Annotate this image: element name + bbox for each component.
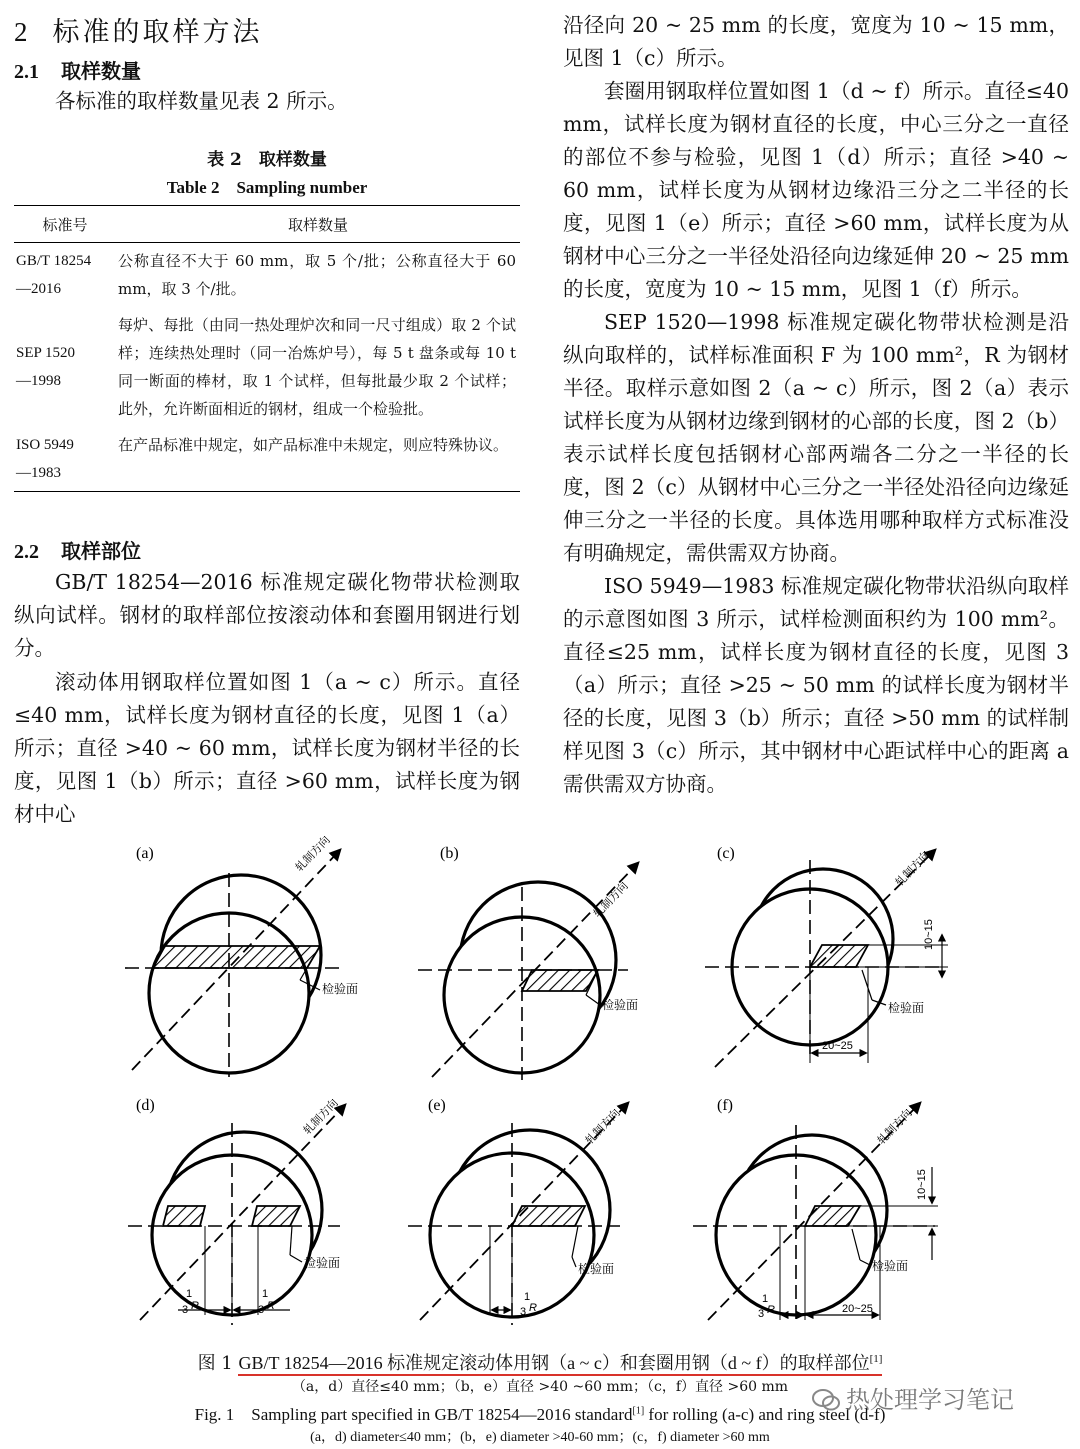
caption-main-cn	[238, 1353, 882, 1376]
width-dimension-label: 10~15	[916, 1169, 928, 1200]
third-r-num: 1	[524, 1291, 531, 1303]
caption-main-text: GB/T 18254—2016 标准规定滚动体用钢（a ~ c）和套圈用钢（d ~ f）的取样部位	[238, 1353, 870, 1373]
subsection-title: 取样部位	[61, 539, 141, 563]
figure-1-diagram	[0, 815, 1080, 1355]
header-standard: 标准号	[42, 215, 88, 234]
right-paragraph-1: 沿径向 20 ~ 25 mm 的长度，宽度为 10 ~ 15 mm，见图 1（c）所示。	[563, 13, 1069, 70]
figure-caption-cn	[0, 1349, 1080, 1375]
standard-cell	[14, 243, 116, 308]
length-dimension-label: 20~25	[822, 1040, 853, 1052]
standard-year: —1983	[16, 465, 61, 481]
panel-label-d: (d)	[136, 1097, 155, 1114]
sub1-paragraph: 各标准的取样数量见表 2 所示。	[55, 89, 348, 113]
sampling-cell: 在产品标准中规定，如产品标准中未规定，则应特殊协议。	[118, 436, 509, 454]
panel-label-e: (e)	[428, 1097, 446, 1114]
sampling-cell: 公称直径不大于 60 mm，取 5 个/批；公称直径大于 60 mm，取 3 个/批。	[118, 252, 516, 298]
third-r-symbol: R	[767, 1304, 775, 1316]
panel-a	[125, 833, 358, 1077]
table-header-row	[14, 206, 520, 243]
inspect-label: 检验面	[304, 1256, 341, 1270]
standard-code: ISO 5949	[16, 437, 74, 453]
figure-caption-en-sub: (a，d) diameter≤40 mm；(b，e) diameter >40-60 mm；(c，f) diameter >60 mm	[310, 1430, 770, 1445]
panel-d	[128, 1096, 345, 1325]
third-r-den: 3	[258, 1304, 265, 1316]
right-paragraph-2: 套圈用钢取样位置如图 1（d ~ f）所示。直径≤40 mm，试样长度为钢材直径的长度，中心三分之一直径的部位不参与检验，见图 1（d）所示；直径 >40 ~ 60 mm，试样长度为从钢材边缘沿三分之二半径的长度，见图 1（e）所示；直径 >60 mm，试样长度为从钢材中心三分之一半径处沿径向边缘延伸 20 ~ 25 mm 的长度，宽度为 10 ~ 15 mm，见图 1（f）所示。	[563, 79, 1069, 301]
table-row	[14, 427, 520, 492]
standard-year: —1998	[16, 373, 61, 389]
left-paragraph-1: GB/T 18254—2016 标准规定碳化物带状检测取纵向试样。钢材的取样部位按滚动体和套圈用钢进行划分。	[14, 570, 520, 660]
inspect-label: 检验面	[872, 1259, 909, 1273]
right-paragraph-4: ISO 5949—1983 标准规定碳化物带状沿纵向取样的示意图如图 3 所示，试样检测面积约为 100 mm²。直径≤25 mm，试样长度为钢材直径的长度，见图 3（a）所示；直径 >25 ~ 50 mm 的试样长度为钢材半径的长度，见图 3（b）所示；直径 >50 mm 的试样制样见图 3（c）所示，其中钢材中心距试样中心的距离 a 需供需双方协商。	[563, 574, 1069, 796]
panel-e	[408, 1097, 628, 1325]
third-r-symbol: R	[267, 1300, 275, 1312]
third-r-symbol: R	[191, 1300, 199, 1312]
third-r-den: 3	[758, 1308, 765, 1320]
standard-code: SEP 1520	[16, 345, 76, 361]
panel-label-f: (f)	[717, 1097, 733, 1114]
sample-hatch	[512, 1206, 585, 1226]
panel-label-b: (b)	[440, 845, 459, 862]
header-sampling-number: 取样数量	[287, 215, 348, 234]
inspect-label: 检验面	[322, 982, 359, 996]
panel-c	[705, 845, 948, 1067]
third-r-den: 3	[182, 1304, 189, 1316]
subsection-number: 2.1	[14, 61, 39, 83]
third-r-num: 1	[762, 1293, 769, 1305]
rolling-direction-label: 轧制方向	[301, 1097, 341, 1138]
section-heading	[14, 10, 263, 49]
sample-hatch-left	[163, 1206, 205, 1226]
rolling-direction-label: 轧制方向	[293, 834, 333, 875]
panel-label-a: (a)	[136, 845, 154, 862]
inspect-label: 检验面	[578, 1262, 615, 1276]
watermark-text: 热处理学习笔记	[846, 1386, 1014, 1414]
table-caption-en: Table 2 Sampling number	[166, 178, 368, 197]
table-caption-cn: 表 2 取样数量	[207, 150, 327, 170]
width-dimension-label: 10~15	[923, 919, 935, 950]
sample-hatch	[522, 970, 598, 991]
third-r-symbol: R	[529, 1302, 537, 1314]
panel-b	[418, 845, 638, 1080]
third-r-den: 3	[520, 1306, 527, 1318]
length-dimension-label: 20~25	[842, 1303, 873, 1315]
third-r-num: 1	[186, 1288, 193, 1300]
standard-code: GB/T 18254	[16, 253, 92, 269]
subsection-number: 2.2	[14, 541, 39, 563]
rolling-direction-label: 轧制方向	[875, 1107, 915, 1148]
inspect-label: 检验面	[602, 998, 639, 1012]
caption-ref: [1]	[869, 1353, 883, 1365]
panel-f	[693, 1097, 938, 1325]
wechat-icon	[812, 1389, 840, 1411]
right-paragraph-3: SEP 1520—1998 标准规定碳化物带状检测是沿纵向取样的，试样标准面积 F 为 100 mm²，R 为钢材半径。取样示意如图 2（a ~ c）所示，图 2（a）表示试样长度为从钢材边缘到钢材的心部的长度，图 2（b）表示试样长度包括钢材心部两端各二分之一半径的长度，图 2（c）从钢材中心三分之一半径处沿径向边缘延伸三分之一半径的长度。具体选用哪种取样方式标准没有明确规定，需供需双方协商。	[563, 310, 1069, 565]
caption-en-tail: for rolling (a-c) and ring steel (d-f)	[648, 1405, 886, 1424]
inspect-label: 检验面	[888, 1001, 925, 1015]
watermark	[812, 1380, 1014, 1415]
caption-ref-en: [1]	[632, 1405, 645, 1417]
standard-year: —2016	[16, 281, 61, 297]
standard-cell	[14, 427, 116, 492]
sampling-number-table	[14, 205, 520, 492]
left-paragraph-2: 滚动体用钢取样位置如图 1（a ~ c）所示。直径≤40 mm，试样长度为钢材直径的长度，见图 1（a）所示；直径 >40 ~ 60 mm，试样长度为钢材半径的长度，见图 1（b）所示；直径 >60 mm，试样长度为钢材中心	[14, 670, 520, 826]
sampling-cell: 每炉、每批（由同一热处理炉次和同一尺寸组成）取 2 个试样；连续热处理时（同一冶炼炉号），每 5 t 盘条或每 10 t 同一断面的棒材，取 1 个试样，但每批最少取 2 个试样；此外，允许断面相近的钢材，组成一个检验批。	[118, 316, 516, 418]
caption-main-en: Fig. 1 Sampling part specified in GB/T 18254—2016 standard	[194, 1405, 633, 1424]
third-r-num: 1	[262, 1288, 269, 1300]
table-row	[14, 307, 520, 427]
caption-prefix: 图 1	[197, 1353, 233, 1374]
subsection-title: 取样数量	[61, 59, 141, 83]
section-number: 2	[14, 17, 31, 47]
subsection-heading-2-2	[14, 535, 141, 564]
table-row	[14, 243, 520, 308]
rolling-direction-label: 轧制方向	[591, 880, 631, 921]
rolling-direction-label: 轧制方向	[893, 849, 933, 890]
sample-hatch	[153, 946, 320, 968]
subsection-heading-2-1	[14, 55, 141, 84]
rolling-direction-label: 轧制方向	[583, 1107, 623, 1148]
standard-cell	[14, 307, 116, 427]
panel-label-c: (c)	[717, 845, 735, 862]
figure-caption-cn-sub: （a，d）直径≤40 mm；（b，e）直径 >40 ~60 mm；（c，f）直径 >60 mm	[291, 1379, 789, 1395]
section-title: 标准的取样方法	[52, 17, 263, 48]
